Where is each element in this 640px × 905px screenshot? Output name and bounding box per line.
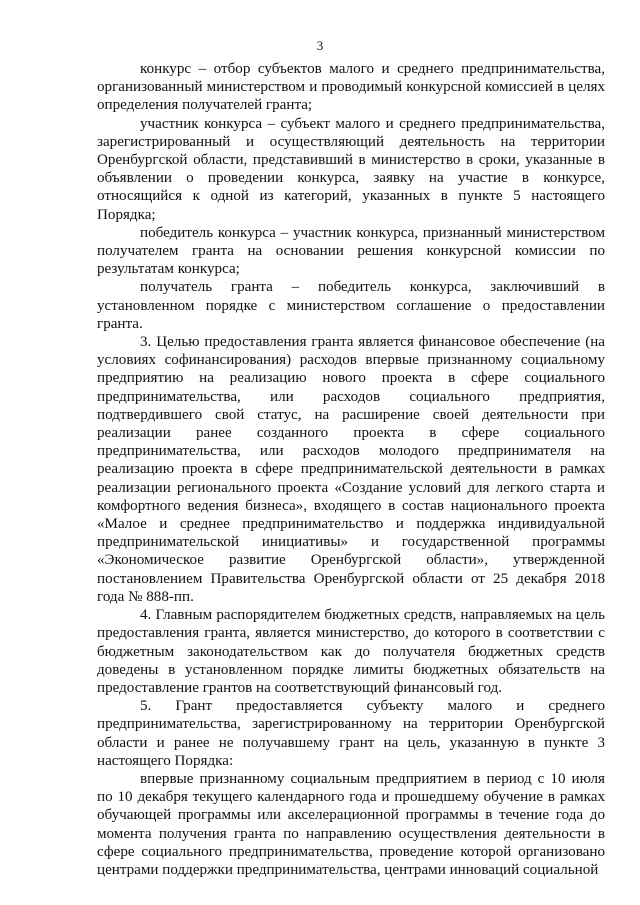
paragraph-clause-3: 3. Целью предоставления гранта является финансовое обеспечение (на условиях софинансирования) расходов впервые признанному социальному предприятию на реализацию нового проекта в сфере социального предпринимательства, или расходов социального предприятия, подтвердившего свой статус, на расширение своей деятельности при реализации ранее созданного проекта в сфере социального предпринимательства, или расходов молодого предпринимателя на реализацию проекта в сфере предпринимательской деятельности в рамках реализации регионального проекта «Создание условий для легкого старта и комфортного ведения бизнеса», входящего в состав национального проекта «Малое и среднее предпринимательство и поддержка индивидуальной предпринимательской инициативы» и государственной программы «Экономическое развитие Оренбургской области», утвержденной постановлением Правительства Оренбургской области от 25 декабря 2018 года № 888-пп. [97, 334, 605, 605]
page-number: 3 [316, 38, 324, 53]
paragraph-definition-participant: участник конкурса – субъект малого и среднего предпринимательства, зарегистрированный и осуществляющий деятельность на территории Оренбургской области, представивший в министерство в сроки, указанные в объявлении о проведении конкурса, заявку на участие в конкурсе, относящийся к одной из категорий, указанных в пункте 5 настоящего Порядка; [97, 115, 605, 223]
paragraph-definition-contest: конкурс – отбор субъектов малого и среднего предпринимательства, организованный министерством и проводимый конкурсной комиссией в целях определения получателей гранта; [97, 61, 605, 114]
paragraph-clause-5-item: впервые признанному социальным предприятием в период с 10 июля по 10 декабря текущего календарного года и прошедшему обучение в рамках обучающей программы или акселерационной программы в течение года до момента получения гранта по направлению осуществления деятельности в сфере социального предпринимательства, проведение которой организовано центрами поддержки предпринимательства, центрами инноваций социальной [97, 770, 605, 878]
paragraph-definition-recipient: получатель гранта – победитель конкурса, заключивший в установленном порядке с министерством соглашение о предоставлении гранта. [97, 279, 605, 332]
paragraph-definition-winner: победитель конкурса – участник конкурса, признанный министерством получателем гранта на основании решения конкурсной комиссии по результатам конкурса; [97, 224, 605, 278]
document-body [97, 60, 605, 879]
paragraph-clause-4: 4. Главным распорядителем бюджетных средств, направляемых на цель предоставления гранта, является министерство, до которого в соответствии с бюджетным законодательством как до получателя бюджетных средств доведены в установленном порядке лимиты бюджетных обязательств на предоставление грантов на соответствующий финансовый год. [97, 607, 605, 696]
paragraph-clause-5: 5. Грант предоставляется субъекту малого и среднего предпринимательства, зарегистрированному на территории Оренбургской области и ранее не получавшему грант на цель, указанную в пункте 3 настоящего Порядка: [97, 698, 605, 769]
